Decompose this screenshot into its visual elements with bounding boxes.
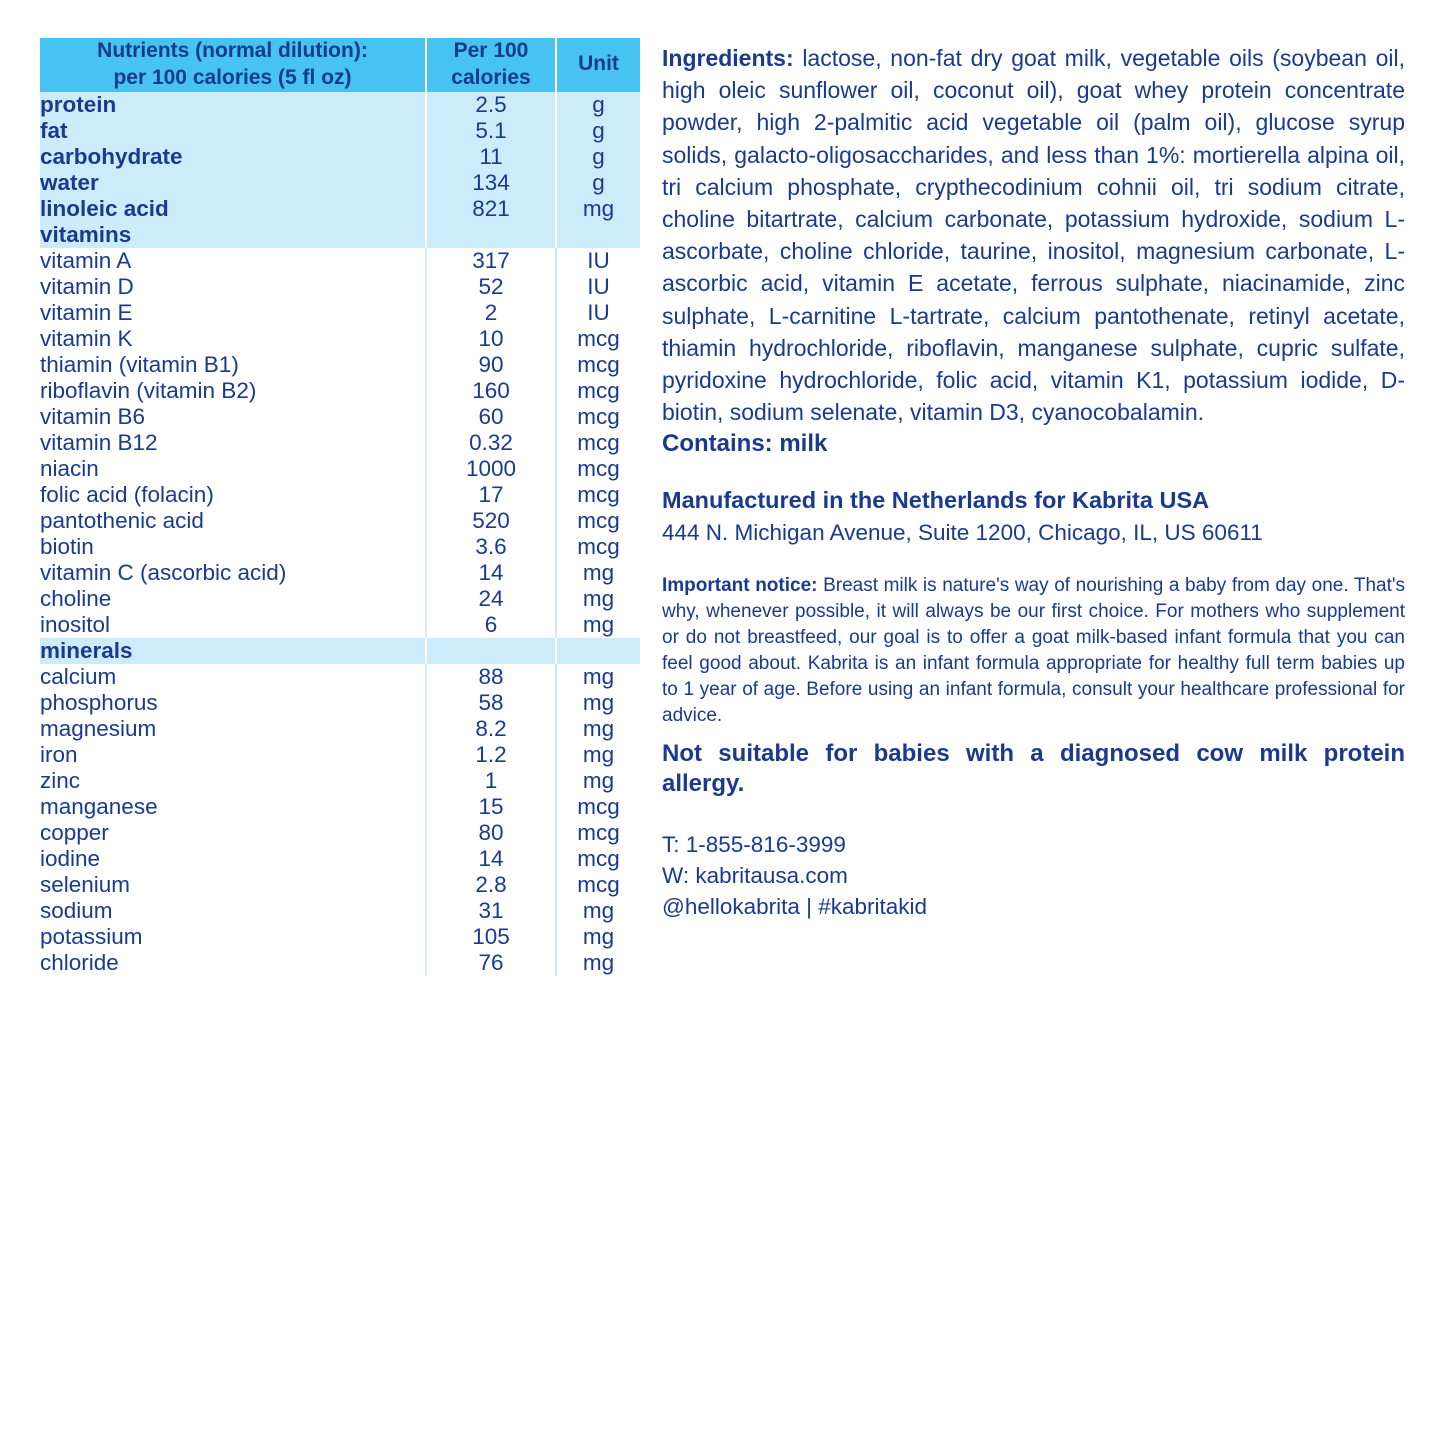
nutrient-unit: mg <box>556 950 640 976</box>
nutrient-name: potassium <box>40 924 426 950</box>
table-section-row <box>40 638 640 664</box>
nutrient-name: pantothenic acid <box>40 508 426 534</box>
nutrient-value <box>426 222 556 248</box>
nutrient-name: water <box>40 170 426 196</box>
nutrient-value: 15 <box>426 794 556 820</box>
nutrient-name: iron <box>40 742 426 768</box>
nutrient-value: 52 <box>426 274 556 300</box>
nutrient-value: 160 <box>426 378 556 404</box>
manufacturer-title: Manufactured in the Netherlands for Kabrita USA <box>662 487 1210 514</box>
ingredients-label: Ingredients: <box>662 45 794 71</box>
header-nutrients <box>40 38 426 92</box>
table-row <box>40 326 640 352</box>
nutrient-name: inositol <box>40 612 426 638</box>
nutrient-unit: mcg <box>556 326 640 352</box>
table-row <box>40 274 640 300</box>
nutrient-value: 5.1 <box>426 118 556 144</box>
nutrient-name: fat <box>40 118 426 144</box>
table-row <box>40 196 640 222</box>
header-value-line2: calories <box>451 65 531 89</box>
nutrient-name: vitamin A <box>40 248 426 274</box>
nutrient-name: biotin <box>40 534 426 560</box>
nutrient-name: vitamin B6 <box>40 404 426 430</box>
nutrient-value: 520 <box>426 508 556 534</box>
nutrient-name: phosphorus <box>40 690 426 716</box>
table-row <box>40 716 640 742</box>
nutrient-value: 80 <box>426 820 556 846</box>
nutrient-unit: mg <box>556 716 640 742</box>
manufacturer-address: 444 N. Michigan Avenue, Suite 1200, Chicago, IL, US 60611 <box>662 519 1263 545</box>
contains-statement: Contains: milk <box>662 430 828 458</box>
nutrient-value: 317 <box>426 248 556 274</box>
nutrient-value: 88 <box>426 664 556 690</box>
important-notice-text: Breast milk is nature's way of nourishing a baby from day one. That's why, whenever possible, it will always be our first choice. For mothers who supplement or do not breastfeed, our goal is to offer a goat milk-based infant formula that you can feel good about. Kabrita is an infant formula appropriate for healthy full term babies up to 1 year of age. Before using an infant formula, consult your healthcare professional for advice. <box>662 574 1405 726</box>
nutrient-name: zinc <box>40 768 426 794</box>
nutrient-name: sodium <box>40 898 426 924</box>
nutrient-value: 0.32 <box>426 430 556 456</box>
table-row <box>40 846 640 872</box>
nutrient-name: magnesium <box>40 716 426 742</box>
nutrient-unit: mg <box>556 560 640 586</box>
nutrient-value: 76 <box>426 950 556 976</box>
nutrient-unit: mg <box>556 664 640 690</box>
nutrient-name: vitamin E <box>40 300 426 326</box>
important-notice-label: Important notice: <box>662 574 818 596</box>
nutrient-value: 17 <box>426 482 556 508</box>
nutrient-unit: mcg <box>556 846 640 872</box>
nutrient-unit <box>556 638 640 664</box>
nutrient-name: protein <box>40 92 426 118</box>
table-row <box>40 378 640 404</box>
nutrient-value: 58 <box>426 690 556 716</box>
table-row <box>40 742 640 768</box>
nutrient-unit: mcg <box>556 378 640 404</box>
nutrient-value: 2.8 <box>426 872 556 898</box>
nutrient-value: 134 <box>426 170 556 196</box>
table-row <box>40 924 640 950</box>
nutrient-name: vitamins <box>40 222 426 248</box>
nutrient-name: vitamin K <box>40 326 426 352</box>
nutrient-value: 2.5 <box>426 92 556 118</box>
nutrient-unit: g <box>556 118 640 144</box>
contact-website[interactable]: W: kabritausa.com <box>662 862 848 888</box>
header-per-100-calories <box>426 38 556 92</box>
ingredients-paragraph <box>662 42 1405 428</box>
header-nutrients-line1: Nutrients (normal dilution): <box>97 39 368 62</box>
contact-social: @hellokabrita | #kabritakid <box>662 893 928 919</box>
nutrient-unit: mg <box>556 690 640 716</box>
table-row <box>40 404 640 430</box>
nutrient-unit: g <box>556 92 640 118</box>
nutrient-unit: mg <box>556 196 640 222</box>
table-row <box>40 92 640 118</box>
nutrient-unit: mg <box>556 924 640 950</box>
nutrient-value: 1.2 <box>426 742 556 768</box>
nutrient-unit: mcg <box>556 794 640 820</box>
nutrient-name: vitamin D <box>40 274 426 300</box>
info-column <box>662 38 1405 1445</box>
nutrient-unit: IU <box>556 300 640 326</box>
contact-block <box>662 830 1405 922</box>
nutrient-value: 2 <box>426 300 556 326</box>
table-row <box>40 170 640 196</box>
nutrient-unit: mg <box>556 742 640 768</box>
nutrient-value: 10 <box>426 326 556 352</box>
nutrient-table <box>40 38 640 976</box>
nutrient-unit: g <box>556 144 640 170</box>
contact-phone: T: 1-855-816-3999 <box>662 831 846 857</box>
header-nutrients-line2: per 100 calories (5 fl oz) <box>113 65 352 89</box>
table-row <box>40 352 640 378</box>
nutrient-name: folic acid (folacin) <box>40 482 426 508</box>
table-row <box>40 534 640 560</box>
nutrient-value: 60 <box>426 404 556 430</box>
nutrient-value: 8.2 <box>426 716 556 742</box>
nutrient-name: calcium <box>40 664 426 690</box>
table-row <box>40 430 640 456</box>
nutrient-unit: IU <box>556 274 640 300</box>
nutrient-value: 31 <box>426 898 556 924</box>
table-section-row <box>40 222 640 248</box>
table-row <box>40 508 640 534</box>
nutrient-value: 3.6 <box>426 534 556 560</box>
table-row <box>40 248 640 274</box>
table-row <box>40 690 640 716</box>
nutrient-value: 105 <box>426 924 556 950</box>
nutrient-name: niacin <box>40 456 426 482</box>
nutrient-unit: IU <box>556 248 640 274</box>
nutrient-unit: mcg <box>556 508 640 534</box>
table-row <box>40 144 640 170</box>
nutrient-value: 14 <box>426 846 556 872</box>
nutrient-value: 821 <box>426 196 556 222</box>
table-row <box>40 456 640 482</box>
nutrient-name: manganese <box>40 794 426 820</box>
table-row <box>40 612 640 638</box>
nutrient-unit: g <box>556 170 640 196</box>
nutrient-name: riboflavin (vitamin B2) <box>40 378 426 404</box>
nutrient-value: 1 <box>426 768 556 794</box>
nutrient-value <box>426 638 556 664</box>
nutrient-unit: mcg <box>556 352 640 378</box>
nutrient-name: vitamin B12 <box>40 430 426 456</box>
nutrient-name: selenium <box>40 872 426 898</box>
nutrient-name: chloride <box>40 950 426 976</box>
nutrient-unit: mcg <box>556 482 640 508</box>
nutrient-unit <box>556 222 640 248</box>
table-row <box>40 950 640 976</box>
nutrient-unit: mcg <box>556 430 640 456</box>
table-row <box>40 820 640 846</box>
nutrient-unit: mcg <box>556 534 640 560</box>
header-value-line1: Per 100 <box>453 39 529 62</box>
table-row <box>40 118 640 144</box>
nutrient-unit: mg <box>556 898 640 924</box>
table-row <box>40 482 640 508</box>
nutrient-unit: mcg <box>556 404 640 430</box>
table-row <box>40 898 640 924</box>
nutrient-value: 1000 <box>426 456 556 482</box>
table-header-row <box>40 38 640 92</box>
nutrient-unit: mcg <box>556 872 640 898</box>
nutrient-unit: mg <box>556 612 640 638</box>
nutrient-name: copper <box>40 820 426 846</box>
nutrient-unit: mg <box>556 586 640 612</box>
header-unit: Unit <box>556 38 640 92</box>
nutrient-name: minerals <box>40 638 426 664</box>
table-row <box>40 586 640 612</box>
nutrient-name: thiamin (vitamin B1) <box>40 352 426 378</box>
table-row <box>40 300 640 326</box>
nutrient-value: 11 <box>426 144 556 170</box>
nutrient-name: choline <box>40 586 426 612</box>
table-row <box>40 664 640 690</box>
table-row <box>40 794 640 820</box>
nutrient-table-column <box>40 38 640 1445</box>
table-row <box>40 768 640 794</box>
nutrient-unit: mcg <box>556 456 640 482</box>
table-body <box>40 92 640 976</box>
important-notice <box>662 573 1405 729</box>
nutrient-value: 6 <box>426 612 556 638</box>
nutrient-value: 24 <box>426 586 556 612</box>
nutrient-unit: mg <box>556 768 640 794</box>
nutrient-name: iodine <box>40 846 426 872</box>
nutrient-unit: mcg <box>556 820 640 846</box>
table-row <box>40 560 640 586</box>
nutrient-name: carbohydrate <box>40 144 426 170</box>
allergy-warning: Not suitable for babies with a diagnosed cow milk protein allergy. <box>662 739 1405 798</box>
nutrient-name: linoleic acid <box>40 196 426 222</box>
nutrient-name: vitamin C (ascorbic acid) <box>40 560 426 586</box>
nutrient-value: 90 <box>426 352 556 378</box>
table-row <box>40 872 640 898</box>
nutrient-value: 14 <box>426 560 556 586</box>
ingredients-text: lactose, non-fat dry goat milk, vegetable oils (soybean oil, high oleic sunflower oil, coconut oil), goat whey protein concentrate powder, high 2-palmitic acid vegetable oil (palm oil), glucose syrup solids, galacto-oligosaccharides, and less than 1%: mortierella alpina oil, tri calcium phosphate, crypthecodinium cohnii oil, tri sodium citrate, choline bitartrate, calcium carbonate, potassium hydroxide, sodium L-ascorbate, choline chloride, taurine, inositol, magnesium carbonate, L-ascorbic acid, vitamin E acetate, ferrous sulphate, niacinamide, zinc sulphate, L-carnitine L-tartrate, calcium pantothenate, retinyl acetate, thiamin hydrochloride, riboflavin, manganese sulphate, cupric sulfate, pyridoxine hydrochloride, folic acid, vitamin K1, potassium iodide, D-biotin, sodium selenate, vitamin D3, cyanocobalamin. <box>662 45 1405 426</box>
